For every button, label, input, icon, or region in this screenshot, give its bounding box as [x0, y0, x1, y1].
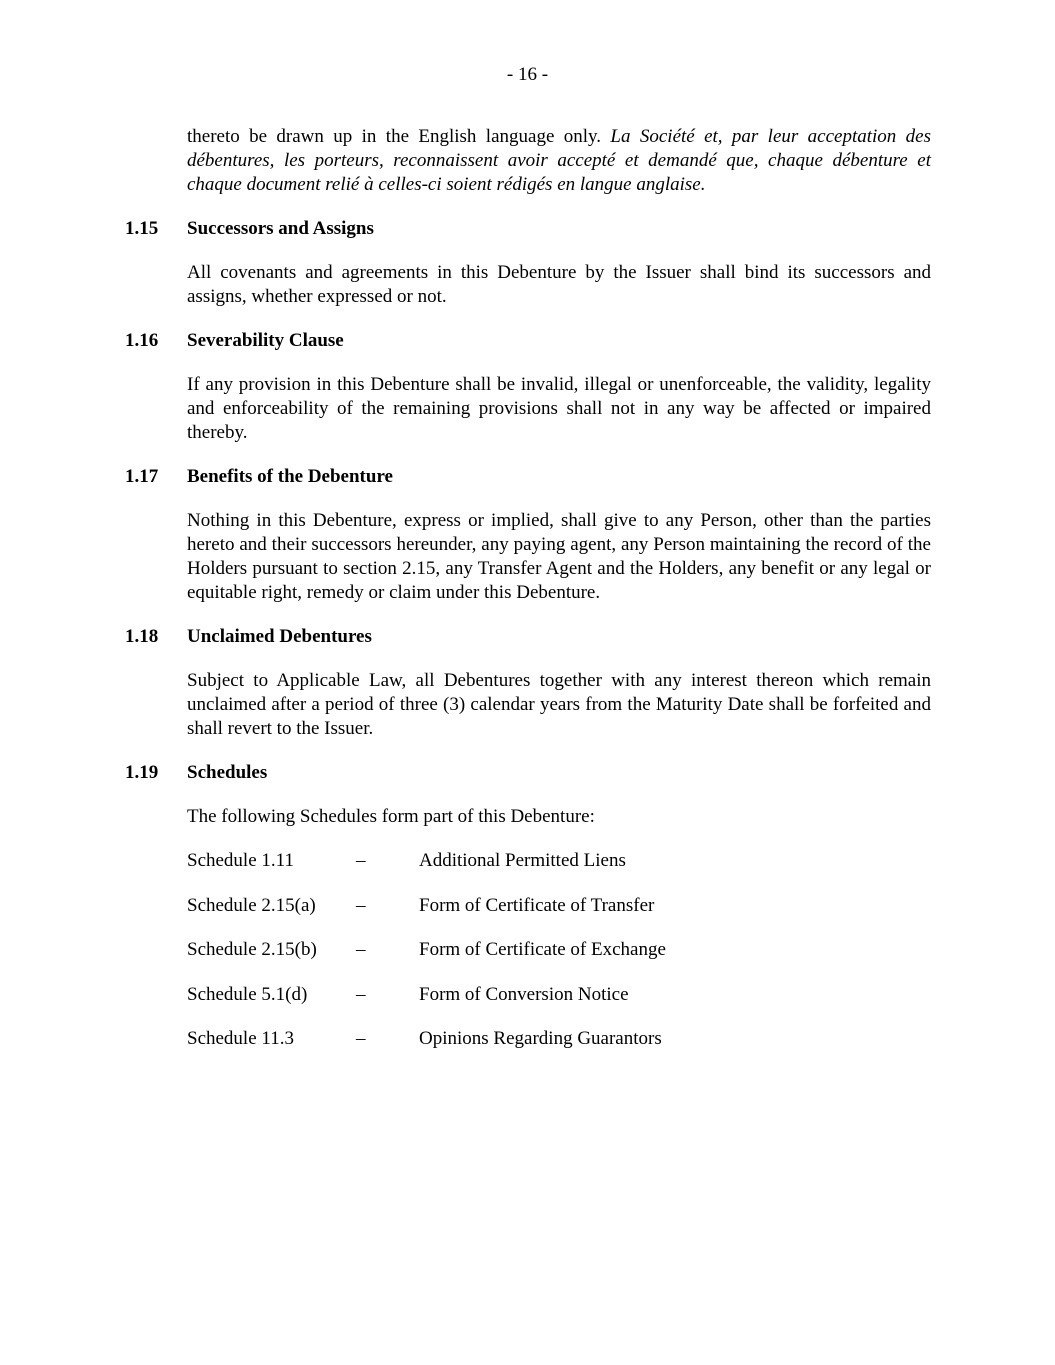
section-heading: [125, 625, 931, 649]
section-1-15: [125, 217, 931, 309]
section-title: Benefits of the Debenture: [187, 466, 393, 487]
section-title: Successors and Assigns: [187, 218, 374, 239]
schedule-row: [187, 849, 931, 873]
schedule-row: [187, 938, 931, 962]
schedule-row: [187, 894, 931, 918]
section-heading: [125, 761, 931, 785]
schedule-description: Opinions Regarding Guarantors: [419, 1028, 662, 1049]
section-1-17: [125, 465, 931, 605]
schedule-dash: –: [356, 939, 366, 960]
section-body: Subject to Applicable Law, all Debentures together with any interest thereon which remain unclaimed after a period of three (3) calendar years from the Maturity Date shall be forfeited and shall revert to the Issuer.: [187, 670, 931, 739]
section-title: Severability Clause: [187, 330, 344, 351]
schedule-ref: Schedule 11.3: [187, 1028, 294, 1049]
schedule-dash: –: [356, 894, 366, 916]
intro-english-text: thereto be drawn up in the English language only.: [187, 126, 602, 147]
schedule-row: [187, 983, 931, 1007]
section-body: All covenants and agreements in this Debenture by the Issuer shall bind its successors and assigns, whether expressed or not.: [187, 262, 931, 307]
schedule-description: Additional Permitted Liens: [419, 850, 626, 871]
section-number: 1.17: [125, 466, 159, 487]
schedule-row: [187, 1027, 931, 1051]
section-1-18: [125, 625, 931, 741]
intro-french-text: La Société et, par leur acceptation des débentures, les porteurs, reconnaissent avoir accepté et demandé que, chaque débenture et chaque document relié à celles-ci soient rédigés en langue anglaise.: [187, 126, 931, 195]
section-heading: [125, 465, 931, 489]
section-body: The following Schedules form part of this Debenture:: [187, 806, 595, 827]
section-body: If any provision in this Debenture shall be invalid, illegal or unenforceable, the validity, legality and enforceability of the remaining provisions shall not in any way be affected or impaired thereby.: [187, 374, 931, 443]
section-body: Nothing in this Debenture, express or implied, shall give to any Person, other than the parties hereto and their successors hereunder, any paying agent, any Person maintaining the record of the Holders pursuant to section 2.15, any Transfer Agent and the Holders, any benefit or any legal or equitable right, remedy or claim under this Debenture.: [187, 510, 931, 603]
section-number: 1.19: [125, 762, 159, 783]
section-number: 1.18: [125, 626, 159, 647]
intro-paragraph: [187, 125, 931, 197]
section-number: 1.15: [125, 218, 159, 239]
schedule-dash: –: [356, 1028, 366, 1049]
section-title: Schedules: [187, 762, 268, 783]
schedule-list: [187, 849, 931, 1051]
section-1-16: [125, 329, 931, 445]
section-heading: [125, 217, 931, 241]
document-body: [125, 125, 931, 1072]
schedule-dash: –: [356, 983, 366, 1005]
section-title: Unclaimed Debentures: [187, 626, 372, 647]
schedule-description: Form of Certificate of Exchange: [419, 939, 666, 960]
schedule-ref: Schedule 2.15(b): [187, 939, 317, 960]
section-1-19: [125, 761, 931, 829]
schedule-description: Form of Conversion Notice: [419, 983, 629, 1005]
schedule-description: Form of Certificate of Transfer: [419, 894, 655, 916]
schedule-ref: Schedule 5.1(d): [187, 983, 308, 1005]
page-number: - 16 -: [506, 64, 549, 85]
schedule-ref: Schedule 1.11: [187, 850, 294, 871]
section-number: 1.16: [125, 330, 159, 351]
schedule-ref: Schedule 2.15(a): [187, 894, 316, 916]
schedule-dash: –: [356, 850, 366, 871]
section-heading: [125, 329, 931, 353]
